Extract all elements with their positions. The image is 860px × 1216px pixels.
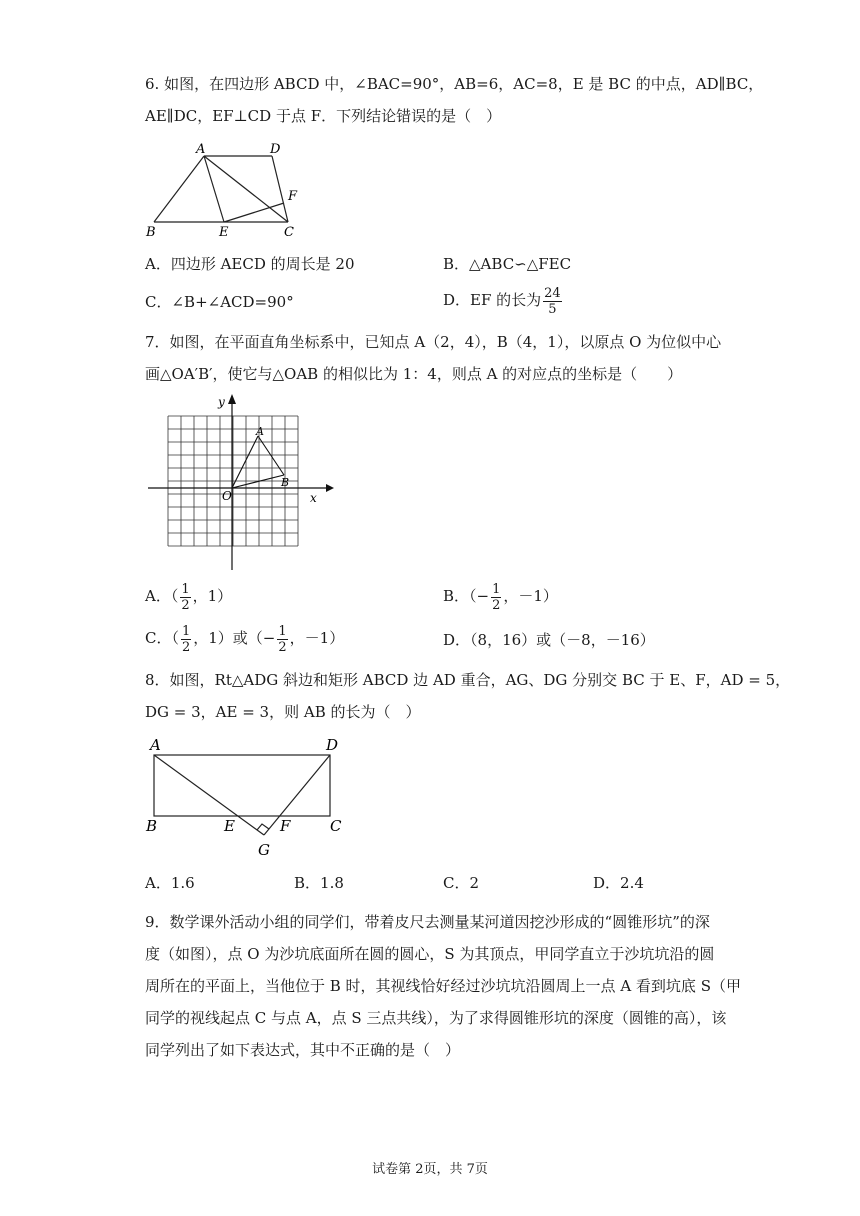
q7-label-A: A [256,425,264,438]
q7-option-a [145,578,232,614]
q7-option-c-fraction-2 [277,624,287,655]
q8-label-F: F [280,817,291,835]
q8-option-d: D．2.4 [593,874,644,892]
q7-label-y: y [218,395,225,409]
q7-option-a-suffix: ，1） [192,587,233,605]
q7-label-x: x [310,491,317,505]
q7-coordinate-grid-figure [144,390,344,576]
q6-option-d-fraction [543,286,562,317]
q7-option-c-denominator-1: 2 [181,639,191,655]
q7-label-B: B [281,476,290,489]
q9-stem-line3: 周所在的平面上，当他位于 B 时，其视线恰好经过沙坑坑沿圆周上一点 A 看到坑底 S（甲 [145,977,741,995]
q7-option-c-denominator-2: 2 [278,639,287,655]
q6-label-E: E [219,225,229,240]
q6-quadrilateral-figure [140,140,310,240]
q9-stem-line4: 同学的视线起点 C 与点 A，点 S 三点共线），为了求得圆锥形坑的深度（圆锥的高），该 [145,1009,727,1027]
q7-option-b-suffix: ，－1） [503,587,558,605]
q8-label-B: B [146,817,158,835]
q8-label-C: C [330,817,342,835]
q8-stem-line1: 8．如图，Rt△ADG 斜边和矩形 ABCD 边 AD 重合，AG、DG 分别交 BC 于 E、F，AD = 5， [145,671,791,689]
q6-stem-line1: 6. 如图，在四边形 ABCD 中，∠BAC=90°，AB=6，AC=8，E 是 BC 的中点，AD∥BC， [145,75,764,93]
q6-label-D: D [270,142,281,157]
q7-label-O: O [222,489,232,503]
q7-option-d: D．（8，16）或（－8，－16） [443,631,655,649]
q6-label-C: C [284,225,294,240]
q8-rectangle-triangle-figure [140,733,350,863]
q6-label-F: F [288,189,298,204]
q6-option-c: C．∠B+∠ACD=90° [145,293,294,311]
q8-option-a: A．1.6 [145,874,195,892]
q6-option-a: A．四边形 AECD 的周长是 20 [145,255,355,273]
q7-stem-line1: 7．如图，在平面直角坐标系中，已知点 A（2，4），B（4，1），以原点 O 为位似中心 [145,333,722,351]
q9-stem-line5: 同学列出了如下表达式，其中不正确的是（ ） [145,1041,461,1059]
q7-option-c [145,620,344,656]
q7-option-b-numerator: 1 [492,581,501,597]
q7-option-c-suffix: ，－1） [289,629,345,647]
q8-label-E: E [224,817,235,835]
q7-option-c-numerator-2: 1 [278,623,287,639]
q7-option-c-prefix: C．（ [145,629,179,647]
q8-option-c: C．2 [443,874,480,892]
q8-label-A: A [150,736,161,754]
q7-option-c-fraction-1 [181,624,191,655]
q8-label-G: G [258,841,270,859]
q8-stem-line2: DG = 3，AE = 3，则 AB 的长为（ ） [145,703,421,721]
q7-stem-line2: 画△OA′B′，使它与△OAB 的相似比为 1：4，则点 A 的对应点的坐标是（ ） [145,365,683,383]
q7-option-c-numerator-1: 1 [181,623,191,639]
q6-stem-line2: AE∥DC，EF⊥CD 于点 F．下列结论错误的是（ ） [145,107,502,125]
q7-option-b-fraction [491,582,501,613]
page-footer: 试卷第 2页，共 7页 [372,1162,488,1177]
q6-label-A: A [196,142,206,157]
q6-option-d-denominator: 5 [548,301,557,317]
q8-label-D: D [326,736,339,754]
q7-option-b-denominator: 2 [492,597,501,613]
q6-option-d-numerator: 24 [544,285,561,301]
q6-option-b: B．△ABC∽△FEC [443,255,572,273]
q9-stem-line2: 度（如图），点 O 为沙坑底面所在圆的圆心，S 为其顶点，甲同学直立于沙坑坑沿的圆 [145,945,715,963]
q7-option-b-prefix: B．（− [443,587,490,605]
q7-option-c-middle: ，1）或（− [193,629,276,647]
q7-option-a-denominator: 2 [181,597,190,613]
q8-option-b: B．1.8 [294,874,344,892]
q7-option-b [443,578,558,614]
q6-label-B: B [146,225,156,240]
q6-option-d [443,282,564,318]
q6-option-d-text: D．EF 的长为 [443,291,542,309]
q7-option-a-prefix: A．（ [145,587,179,605]
q7-option-a-numerator: 1 [181,581,190,597]
q9-stem-line1: 9．数学课外活动小组的同学们，带着皮尺去测量某河道因挖沙形成的“圆锥形坑”的深 [145,913,710,931]
q7-option-a-fraction [180,582,190,613]
